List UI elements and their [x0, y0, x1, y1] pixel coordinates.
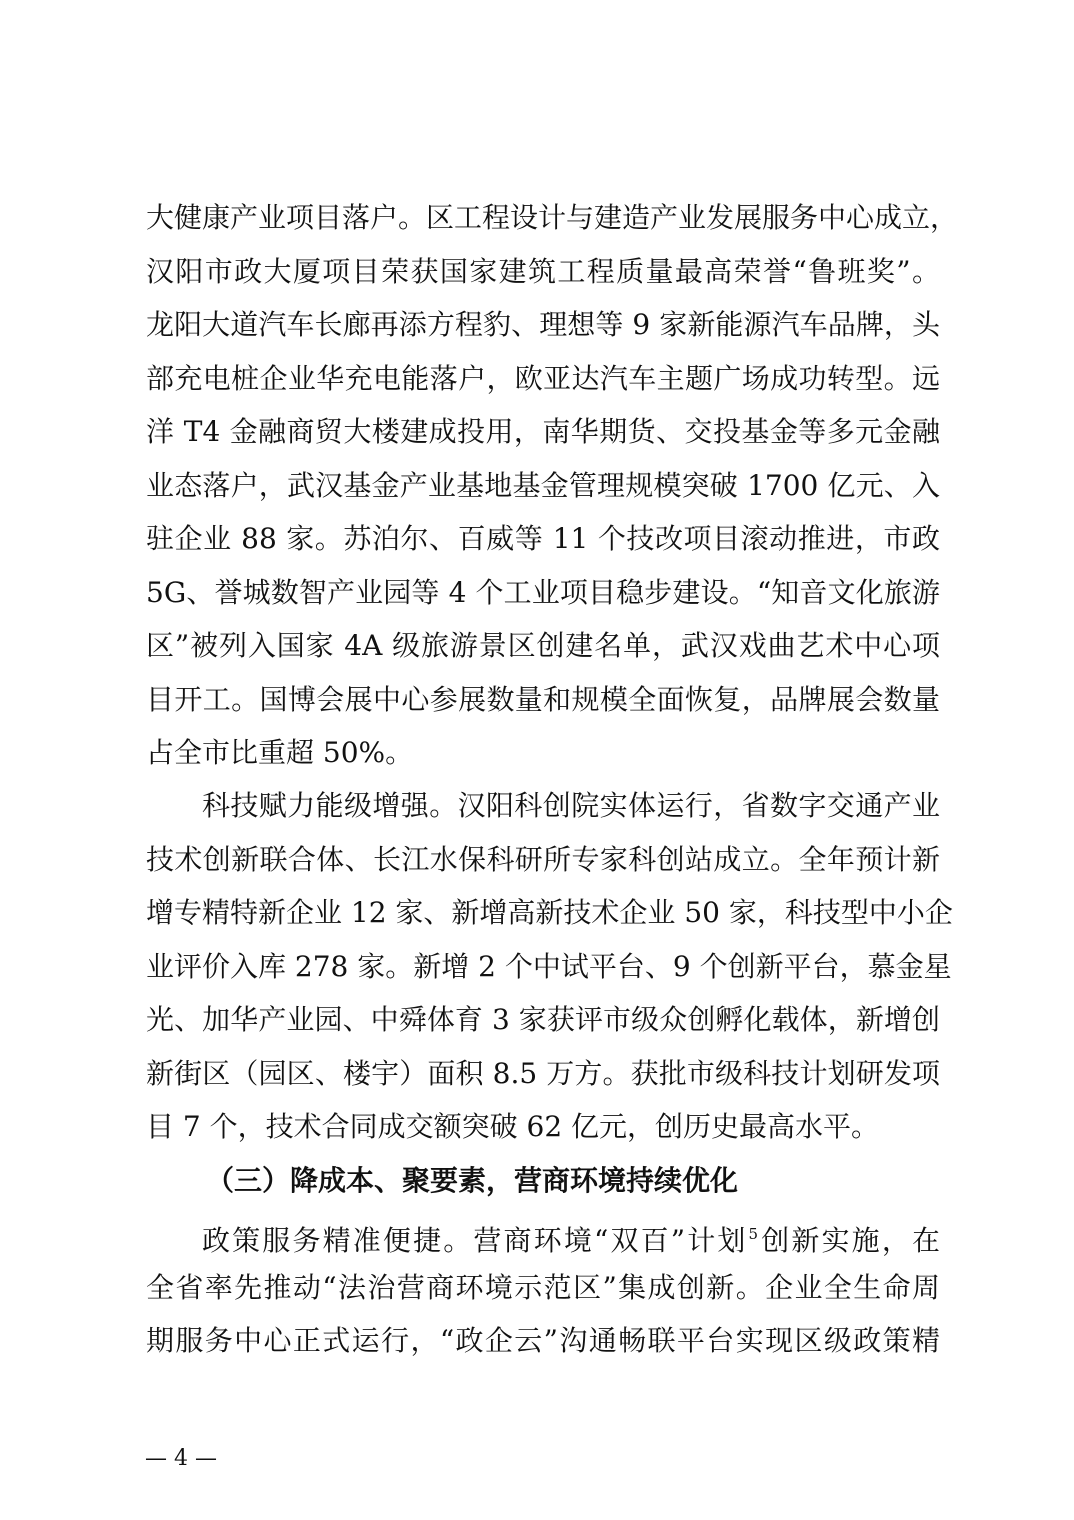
- body-line: 汉阳市政大厦项目荣获国家建筑工程质量最高荣誉“鲁班奖”。: [146, 255, 940, 288]
- body-line: 新街区（园区、楼宇）面积 8.5 万方。获批市级科技计划研发项: [146, 1057, 940, 1090]
- body-line: 期服务中心正式运行，“政企云”沟通畅联平台实现区级政策精: [146, 1324, 940, 1357]
- body-line: 区”被列入国家 4A 级旅游景区创建名单，武汉戏曲艺术中心项: [146, 629, 940, 662]
- body-line: 龙阳大道汽车长廊再添方程豹、理想等 9 家新能源汽车品牌，头: [146, 308, 940, 341]
- body-line: 业评价入库 278 家。新增 2 个中试平台、9 个创新平台，慕金星: [146, 950, 952, 983]
- body-line: 增专精特新企业 12 家、新增高新技术企业 50 家，科技型中小企: [146, 896, 953, 929]
- body-line: 目 7 个，技术合同成交额突破 62 亿元，创历史最高水平。: [146, 1110, 880, 1143]
- body-line: 大健康产业项目落户。区工程设计与建造产业发展服务中心成立，: [146, 201, 959, 234]
- page-number: — 4 —: [145, 1446, 217, 1471]
- body-line: 全省率先推动“法治营商环境示范区”集成创新。企业全生命周: [146, 1271, 940, 1304]
- body-line: 部充电桩企业华充电能落户，欧亚达汽车主题广场成功转型。远: [146, 362, 940, 395]
- paragraph-lead-line: [202, 1214, 940, 1257]
- lead-text-after-footnote: 创新实施，在: [759, 1224, 940, 1257]
- body-line: 业态落户，武汉基金产业基地基金管理规模突破 1700 亿元、入: [146, 469, 940, 502]
- body-line: 5G、誉城数智产业园等 4 个工业项目稳步建设。“知音文化旅游: [146, 576, 940, 609]
- body-line: 目开工。国博会展中心参展数量和规模全面恢复，品牌展会数量: [146, 683, 940, 716]
- lead-text-before-footnote: 政策服务精准便捷。营商环境“双百”计划: [202, 1224, 748, 1257]
- body-line: 驻企业 88 家。苏泊尔、百威等 11 个技改项目滚动推进，市政: [146, 522, 940, 555]
- body-line: 光、加华产业园、中舜体育 3 家获评市级众创孵化载体，新增创: [146, 1003, 940, 1036]
- footnote-marker: 5: [748, 1225, 759, 1243]
- body-line: 技术创新联合体、长江水保科研所专家科创站成立。全年预计新: [146, 843, 940, 876]
- body-line: 洋 T4 金融商贸大楼建成投用，南华期货、交投基金等多元金融: [146, 415, 940, 448]
- section-heading: （三）降成本、聚要素，营商环境持续优化: [206, 1164, 739, 1197]
- paragraph-lead-line: 科技赋力能级增强。汉阳科创院实体运行，省数字交通产业: [202, 789, 940, 822]
- body-line: 占全市比重超 50%。: [146, 736, 414, 769]
